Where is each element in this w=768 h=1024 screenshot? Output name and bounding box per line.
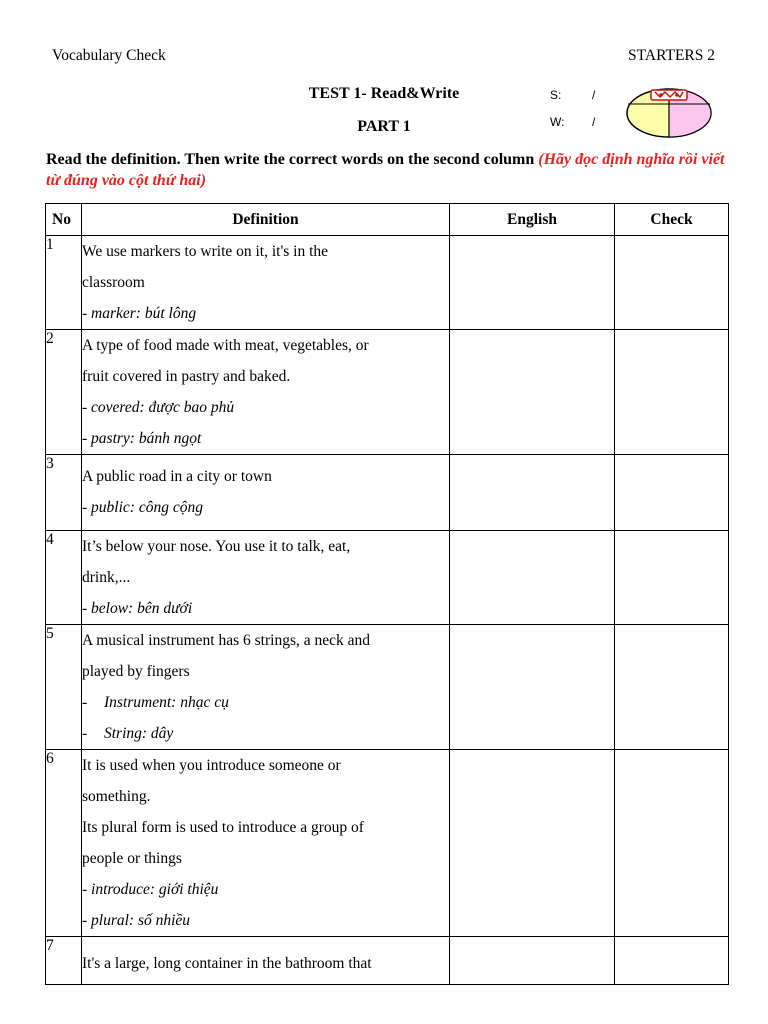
row-number: 2 [46, 330, 82, 455]
english-answer-cell[interactable] [450, 236, 615, 330]
row-number: 6 [46, 750, 82, 937]
instruction-en: Read the definition. Then write the correct words on the second column [46, 151, 539, 168]
english-answer-cell[interactable] [450, 455, 615, 531]
definition-line: played by fingers [82, 663, 190, 680]
instruction-vn: (Hãy đọc định nghĩa rồi viết từ đúng vào cột thứ hai) [46, 151, 725, 189]
definition-cell [82, 625, 450, 750]
english-answer-cell[interactable] [450, 531, 615, 625]
score-writing [550, 115, 596, 129]
check-cell[interactable] [615, 750, 729, 937]
table-row [46, 330, 729, 455]
definition-line: people or things [82, 850, 182, 867]
definition-line: Its plural form is used to introduce a group of [82, 819, 364, 836]
check-cell[interactable] [615, 455, 729, 531]
english-answer-cell[interactable] [450, 625, 615, 750]
definition-cell [82, 750, 450, 937]
score-speaking [550, 88, 596, 102]
definition-cell [82, 236, 450, 330]
table-row [46, 236, 729, 330]
bullet-dash: - [82, 725, 88, 742]
vocabulary-table-body [46, 236, 729, 985]
definition-gloss-line: - covered: được bao phủ [82, 399, 235, 416]
definition-line: drink,... [82, 569, 131, 586]
score-badge-icon [625, 84, 713, 140]
definition-gloss-line: - pastry: bánh ngọt [82, 430, 202, 447]
definition-gloss-line: - introduce: giới thiệu [82, 881, 219, 898]
part-title: PART 1 [357, 118, 411, 135]
definition-gloss-line: - plural: số nhiều [82, 912, 191, 929]
row-number: 3 [46, 455, 82, 531]
header-right-label: STARTERS 2 [628, 47, 715, 64]
table-row [46, 455, 729, 531]
column-header-check: Check [615, 204, 729, 236]
column-header-no: No [46, 204, 82, 236]
column-header-english: English [450, 204, 615, 236]
definition-line: fruit covered in pastry and baked. [82, 368, 291, 385]
definition-line: classroom [82, 274, 145, 291]
table-row [46, 625, 729, 750]
header-left-label: Vocabulary Check [52, 47, 166, 64]
definition-bullet-line [82, 687, 449, 718]
row-number: 4 [46, 531, 82, 625]
check-cell[interactable] [615, 937, 729, 985]
definition-line: A public road in a city or town [82, 468, 272, 485]
table-row [46, 531, 729, 625]
score-s-label: S: [550, 88, 562, 102]
row-number: 1 [46, 236, 82, 330]
definition-line: It is used when you introduce someone or [82, 757, 341, 774]
definition-cell [82, 330, 450, 455]
row-number: 7 [46, 937, 82, 985]
score-s-slash: / [592, 88, 596, 102]
english-answer-cell[interactable] [450, 330, 615, 455]
definition-gloss-line: - below: bên dưới [82, 600, 193, 617]
row-number: 5 [46, 625, 82, 750]
check-cell[interactable] [615, 330, 729, 455]
column-header-definition: Definition [82, 204, 450, 236]
score-w-label: W: [550, 115, 565, 129]
english-answer-cell[interactable] [450, 750, 615, 937]
definition-line: A type of food made with meat, vegetables, or [82, 337, 369, 354]
check-cell[interactable] [615, 236, 729, 330]
definition-line: something. [82, 788, 151, 805]
definition-cell [82, 531, 450, 625]
check-cell[interactable] [615, 625, 729, 750]
vocabulary-table [45, 203, 729, 985]
instructions [46, 149, 726, 191]
table-row [46, 750, 729, 937]
english-answer-cell[interactable] [450, 937, 615, 985]
definition-bullet-line [82, 718, 449, 749]
check-cell[interactable] [615, 531, 729, 625]
definition-gloss-line: - marker: bút lông [82, 305, 197, 322]
table-header-row [46, 204, 729, 236]
definition-line: A musical instrument has 6 strings, a neck and [82, 632, 370, 649]
bullet-dash: - [82, 694, 88, 711]
definition-gloss-line: - public: công cộng [82, 499, 203, 516]
definition-line: We use markers to write on it, it's in the [82, 243, 329, 260]
bullet-text: String: dây [104, 725, 174, 742]
score-w-slash: / [592, 115, 596, 129]
test-title: TEST 1- Read&Write [308, 85, 460, 102]
definition-cell [82, 455, 450, 531]
definition-line: It's a large, long container in the bathroom that [82, 955, 372, 972]
definition-line: It’s below your nose. You use it to talk, eat, [82, 538, 351, 555]
table-row [46, 937, 729, 985]
bullet-text: Instrument: nhạc cụ [104, 694, 229, 711]
definition-cell [82, 937, 450, 985]
